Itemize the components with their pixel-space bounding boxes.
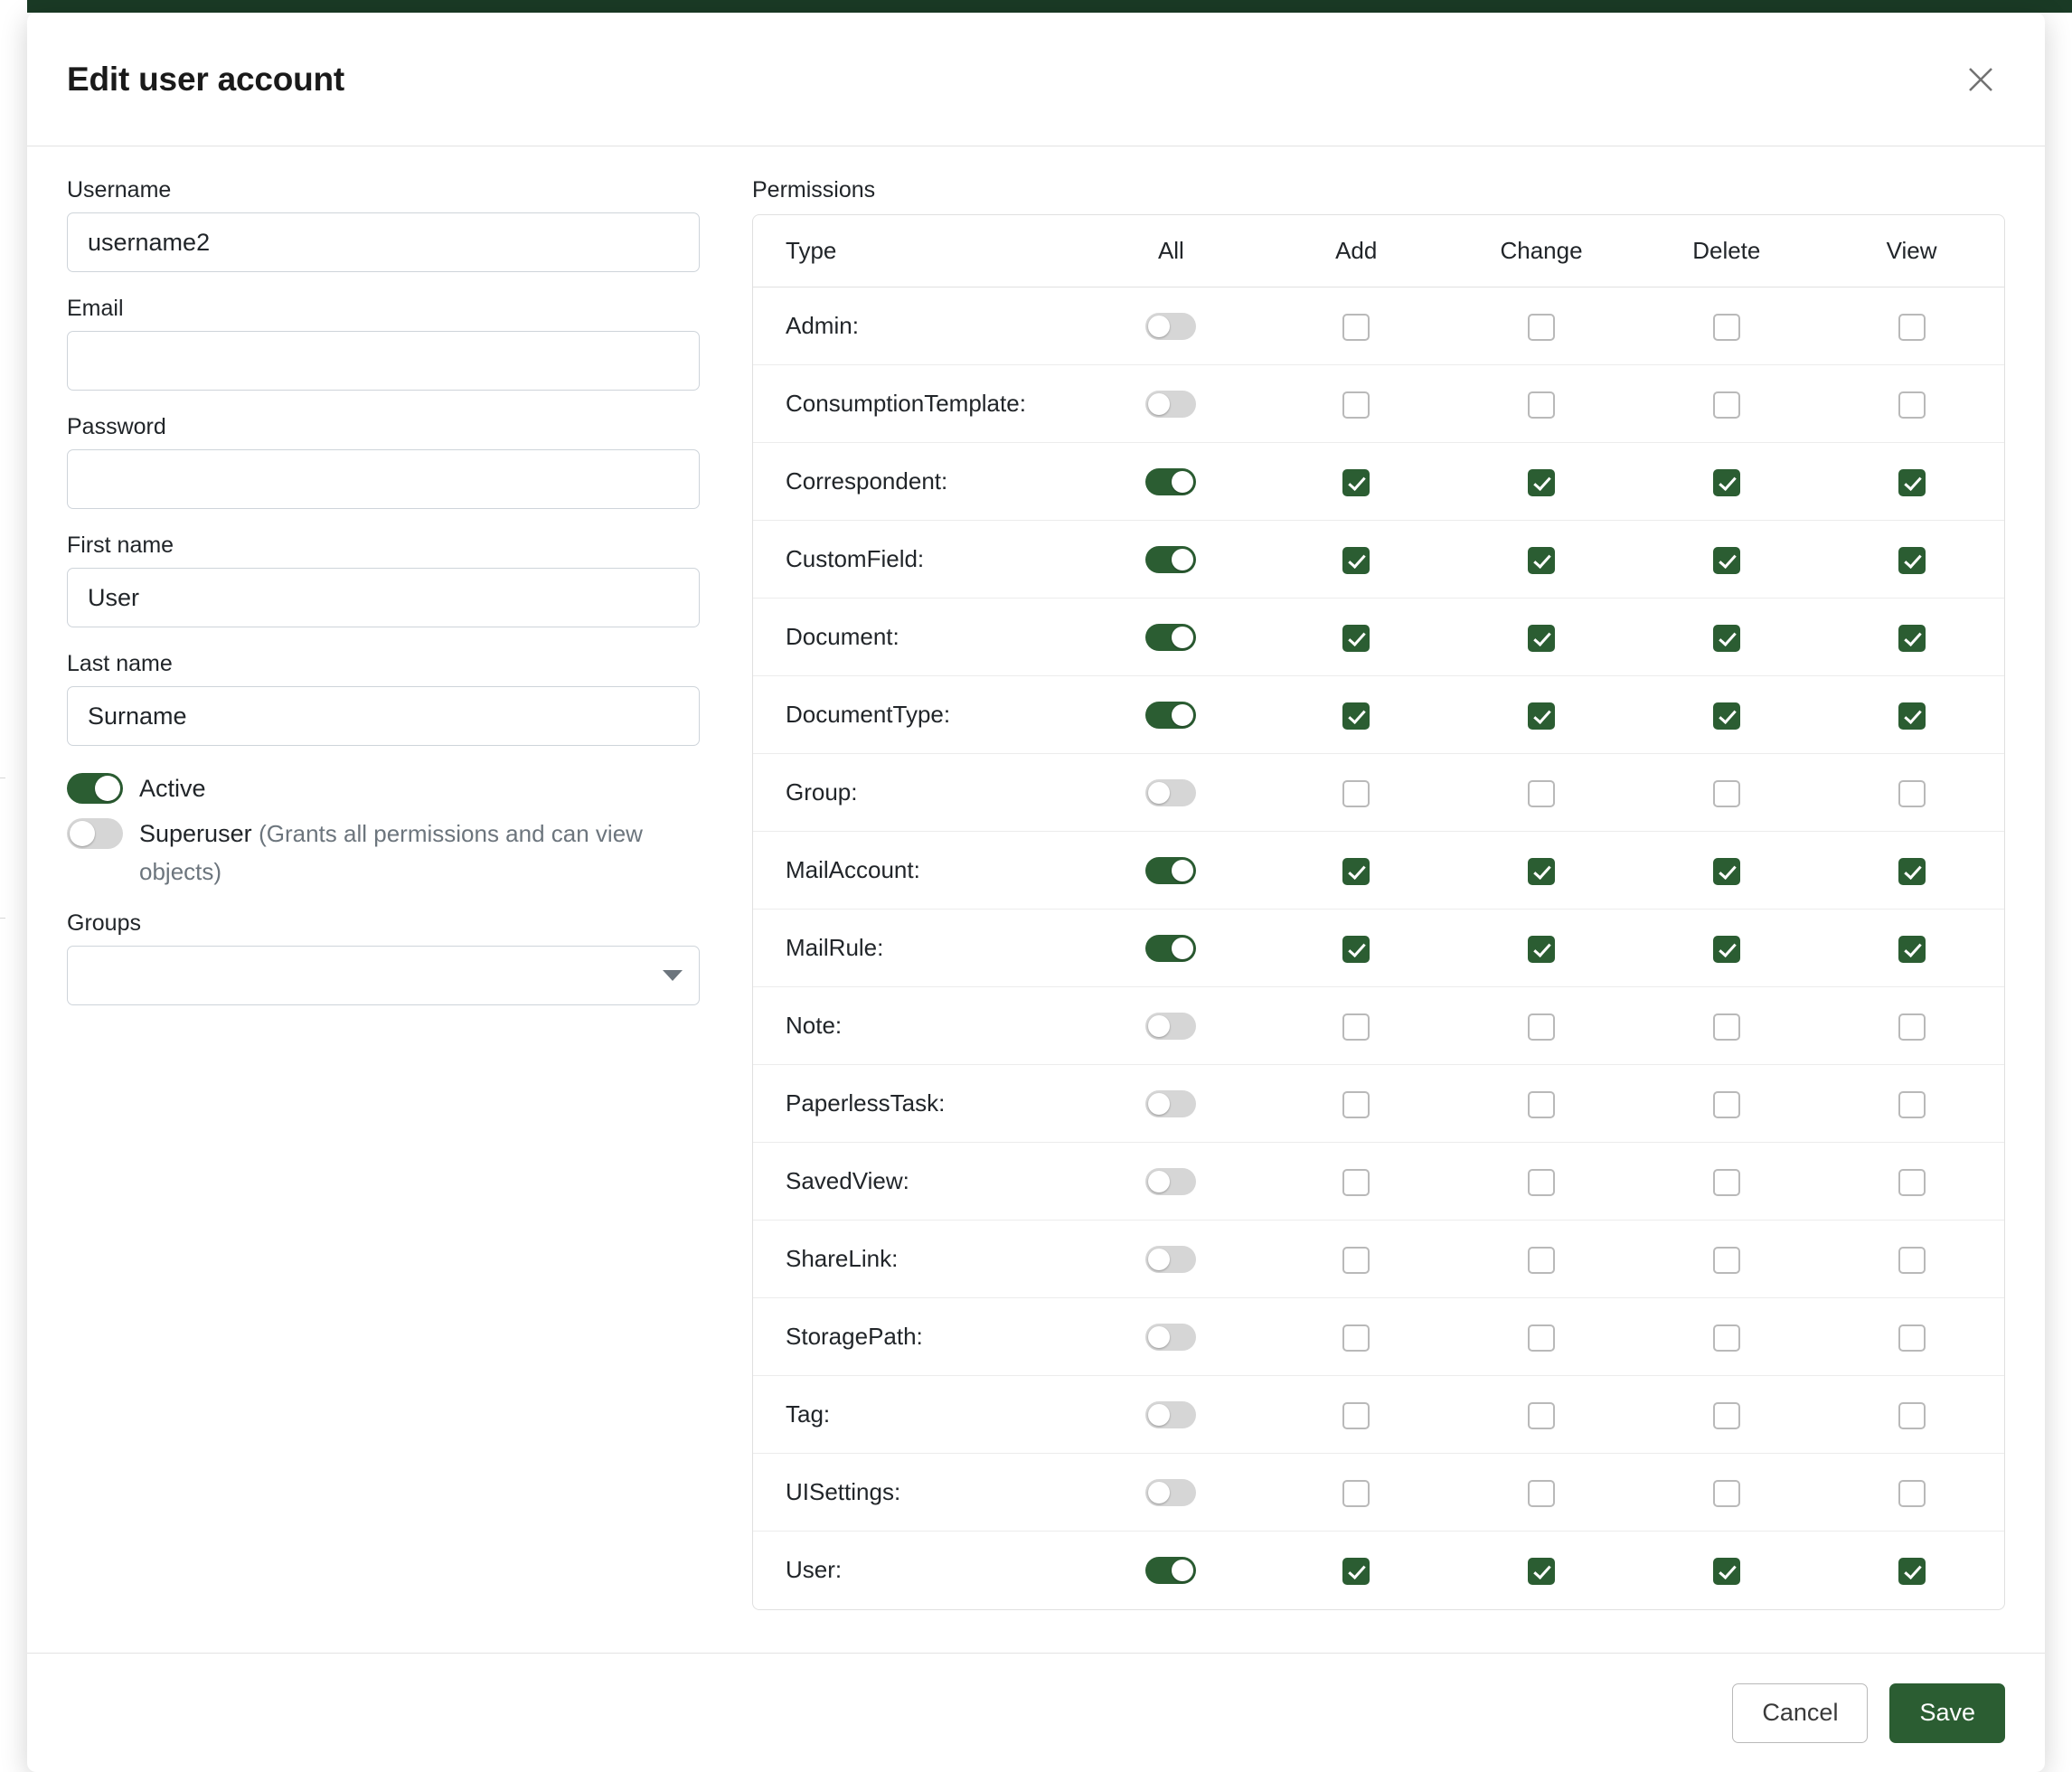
permission-delete-checkbox-cell <box>1634 599 1819 676</box>
permission-add-checkbox[interactable] <box>1342 314 1370 341</box>
dialog-body <box>27 146 2045 1653</box>
groups-label: Groups <box>67 910 141 936</box>
permission-delete-checkbox[interactable] <box>1713 547 1740 574</box>
permission-type-label: User: <box>786 1556 843 1584</box>
permission-all-toggle[interactable] <box>1145 1401 1196 1428</box>
permission-change-checkbox-cell <box>1449 910 1634 987</box>
password-input[interactable] <box>67 449 700 509</box>
dialog-header <box>27 13 2045 146</box>
page-title: Edit user account <box>67 60 345 98</box>
username-input[interactable] <box>67 212 700 272</box>
permission-view-checkbox[interactable] <box>1898 936 1926 963</box>
permission-change-checkbox[interactable] <box>1528 1091 1555 1118</box>
permission-all-cell <box>1078 521 1264 599</box>
permission-all-toggle[interactable] <box>1145 1013 1196 1040</box>
permissions-header-row <box>753 215 2004 287</box>
permission-view-checkbox[interactable] <box>1898 1013 1926 1041</box>
permission-all-cell <box>1078 599 1264 676</box>
permission-view-checkbox[interactable] <box>1898 1247 1926 1274</box>
username-label: Username <box>67 177 172 203</box>
email-label: Email <box>67 296 124 321</box>
permission-add-checkbox[interactable] <box>1342 702 1370 730</box>
permission-add-checkbox[interactable] <box>1342 1324 1370 1352</box>
permission-delete-checkbox[interactable] <box>1713 391 1740 419</box>
superuser-toggle[interactable] <box>67 818 123 849</box>
column-header-change: Change <box>1449 215 1634 287</box>
permission-change-checkbox[interactable] <box>1528 314 1555 341</box>
superuser-label-wrap <box>139 815 682 891</box>
table-row <box>753 1143 2004 1221</box>
permission-all-cell <box>1078 1376 1264 1454</box>
permission-all-cell <box>1078 1143 1264 1221</box>
permission-delete-checkbox-cell <box>1634 287 1819 365</box>
last-name-label: Last name <box>67 651 173 676</box>
permission-add-checkbox-cell <box>1264 1454 1449 1532</box>
permission-view-checkbox-cell <box>1819 910 2004 987</box>
permission-all-toggle[interactable] <box>1145 624 1196 651</box>
permission-type-label: MailRule: <box>753 910 1078 987</box>
permission-view-checkbox[interactable] <box>1898 780 1926 807</box>
permission-view-checkbox-cell <box>1819 832 2004 910</box>
permission-all-cell <box>1078 1298 1264 1376</box>
permission-delete-checkbox-cell <box>1634 1143 1819 1221</box>
table-row <box>753 1298 2004 1376</box>
permission-all-toggle[interactable] <box>1145 1479 1196 1506</box>
permission-add-checkbox[interactable] <box>1342 858 1370 885</box>
permission-view-checkbox[interactable] <box>1898 314 1926 341</box>
permission-view-checkbox[interactable] <box>1898 469 1926 496</box>
permission-delete-checkbox-cell <box>1634 987 1819 1065</box>
user-details-form <box>67 177 709 1653</box>
permission-add-checkbox[interactable] <box>1342 1402 1370 1429</box>
table-row <box>753 987 2004 1065</box>
permission-add-checkbox-cell <box>1264 1532 1449 1609</box>
permission-delete-checkbox-cell <box>1634 1532 1819 1609</box>
permission-all-toggle[interactable] <box>1145 857 1196 884</box>
permission-view-checkbox-cell <box>1819 443 2004 521</box>
permission-type-label: ConsumptionTemplate: <box>753 365 1078 443</box>
active-label: Active <box>139 775 206 802</box>
permission-view-checkbox-cell <box>1819 1298 2004 1376</box>
permission-change-checkbox[interactable] <box>1528 625 1555 652</box>
permission-change-checkbox-cell <box>1449 287 1634 365</box>
page-left-edge <box>0 0 27 1772</box>
permission-add-checkbox-cell <box>1264 1298 1449 1376</box>
permission-add-checkbox-cell <box>1264 676 1449 754</box>
permission-change-checkbox-cell <box>1449 1454 1634 1532</box>
permission-delete-checkbox[interactable] <box>1713 780 1740 807</box>
table-row <box>753 521 2004 599</box>
permission-change-checkbox-cell <box>1449 599 1634 676</box>
permission-delete-checkbox[interactable] <box>1713 702 1740 730</box>
permission-change-checkbox-cell <box>1449 443 1634 521</box>
permission-change-checkbox-cell <box>1449 521 1634 599</box>
permission-delete-checkbox[interactable] <box>1713 1558 1740 1585</box>
superuser-hint: (Grants all permissions and can view objects) <box>139 820 643 885</box>
permission-change-checkbox[interactable] <box>1528 858 1555 885</box>
table-row <box>753 1065 2004 1143</box>
column-header-type: Type <box>753 215 1078 287</box>
table-row <box>753 1376 2004 1454</box>
permission-add-checkbox[interactable] <box>1342 1091 1370 1118</box>
column-header-delete: Delete <box>1634 215 1819 287</box>
permission-view-checkbox[interactable] <box>1898 858 1926 885</box>
superuser-label: Superuser <box>139 820 252 847</box>
table-row <box>753 1454 2004 1532</box>
save-button[interactable]: Save <box>1889 1683 2005 1743</box>
groups-field-group <box>67 910 709 1005</box>
permission-delete-checkbox[interactable] <box>1713 625 1740 652</box>
first-name-field-group <box>67 533 709 627</box>
permission-all-toggle[interactable] <box>1145 779 1196 806</box>
permission-delete-checkbox-cell <box>1634 365 1819 443</box>
permission-add-checkbox-cell <box>1264 599 1449 676</box>
permission-all-cell <box>1078 1221 1264 1298</box>
active-toggle-row <box>67 769 709 807</box>
permission-all-cell <box>1078 1532 1264 1609</box>
permission-delete-checkbox[interactable] <box>1713 1480 1740 1507</box>
permission-view-checkbox-cell <box>1819 521 2004 599</box>
permission-add-checkbox[interactable] <box>1342 1247 1370 1274</box>
permission-delete-checkbox-cell <box>1634 1065 1819 1143</box>
permission-view-checkbox-cell <box>1819 1221 2004 1298</box>
permission-add-checkbox[interactable] <box>1342 547 1370 574</box>
permission-all-toggle[interactable] <box>1145 935 1196 962</box>
permission-all-toggle[interactable] <box>1145 1324 1196 1351</box>
permission-all-cell <box>1078 987 1264 1065</box>
permission-add-checkbox[interactable] <box>1342 469 1370 496</box>
permission-change-checkbox[interactable] <box>1528 1324 1555 1352</box>
permissions-panel <box>752 177 2005 1653</box>
groups-select[interactable] <box>67 946 700 1005</box>
permission-view-checkbox-cell <box>1819 676 2004 754</box>
permission-delete-checkbox-cell <box>1634 832 1819 910</box>
permission-view-checkbox-cell <box>1819 599 2004 676</box>
permission-delete-checkbox-cell <box>1634 676 1819 754</box>
permission-change-checkbox[interactable] <box>1528 391 1555 419</box>
permission-view-checkbox[interactable] <box>1898 391 1926 419</box>
permission-change-checkbox[interactable] <box>1528 702 1555 730</box>
permission-view-checkbox-cell <box>1819 1454 2004 1532</box>
permission-change-checkbox-cell <box>1449 1221 1634 1298</box>
permission-add-checkbox-cell <box>1264 521 1449 599</box>
permission-add-checkbox[interactable] <box>1342 936 1370 963</box>
table-row <box>753 365 2004 443</box>
permission-change-checkbox-cell <box>1449 987 1634 1065</box>
permission-view-checkbox-cell <box>1819 287 2004 365</box>
permission-view-checkbox-cell <box>1819 1065 2004 1143</box>
permission-delete-checkbox[interactable] <box>1713 1091 1740 1118</box>
permission-type-label: UISettings: <box>753 1454 1078 1532</box>
permission-all-toggle[interactable] <box>1145 313 1196 340</box>
permission-add-checkbox-cell <box>1264 1221 1449 1298</box>
permission-delete-checkbox[interactable] <box>1713 1169 1740 1196</box>
cancel-button[interactable]: Cancel <box>1732 1683 1868 1743</box>
table-row <box>753 1532 2004 1609</box>
permission-view-checkbox-cell <box>1819 1532 2004 1609</box>
dialog-footer <box>27 1653 2045 1772</box>
permission-type-label: Admin: <box>753 287 1078 365</box>
table-row <box>753 910 2004 987</box>
permission-change-checkbox[interactable] <box>1528 1480 1555 1507</box>
column-header-add: Add <box>1264 215 1449 287</box>
permission-delete-checkbox-cell <box>1634 1221 1819 1298</box>
table-row <box>753 676 2004 754</box>
last-name-input[interactable] <box>67 686 700 746</box>
permission-change-checkbox[interactable] <box>1528 469 1555 496</box>
permission-add-checkbox-cell <box>1264 365 1449 443</box>
app-top-strip <box>0 0 2072 13</box>
permission-change-checkbox-cell <box>1449 1532 1634 1609</box>
permission-add-checkbox[interactable] <box>1342 391 1370 419</box>
permission-all-toggle[interactable] <box>1145 1168 1196 1195</box>
permission-add-checkbox-cell <box>1264 443 1449 521</box>
permission-change-checkbox-cell <box>1449 365 1634 443</box>
permission-delete-checkbox-cell <box>1634 1376 1819 1454</box>
permission-all-toggle[interactable] <box>1145 468 1196 495</box>
permission-all-cell <box>1078 832 1264 910</box>
first-name-label: First name <box>67 533 174 558</box>
permission-add-checkbox[interactable] <box>1342 625 1370 652</box>
permission-all-toggle[interactable] <box>1145 1246 1196 1273</box>
username-field-group <box>67 177 709 272</box>
permission-change-checkbox-cell <box>1449 832 1634 910</box>
permission-change-checkbox[interactable] <box>1528 547 1555 574</box>
permission-delete-checkbox[interactable] <box>1713 1013 1740 1041</box>
permission-view-checkbox-cell <box>1819 1376 2004 1454</box>
edit-user-account-dialog <box>27 13 2045 1772</box>
permission-view-checkbox[interactable] <box>1898 625 1926 652</box>
permission-change-checkbox-cell <box>1449 1298 1634 1376</box>
permission-add-checkbox[interactable] <box>1342 1169 1370 1196</box>
permission-add-checkbox[interactable] <box>1342 1558 1370 1585</box>
column-header-all: All <box>1078 215 1264 287</box>
permission-view-checkbox-cell <box>1819 1143 2004 1221</box>
permission-delete-checkbox-cell <box>1634 910 1819 987</box>
permission-type-label: Group: <box>753 754 1078 832</box>
permission-change-checkbox[interactable] <box>1528 1558 1555 1585</box>
first-name-input[interactable] <box>67 568 700 627</box>
password-label: Password <box>67 414 166 439</box>
permission-delete-checkbox[interactable] <box>1713 469 1740 496</box>
password-field-group <box>67 414 709 509</box>
permission-add-checkbox-cell <box>1264 754 1449 832</box>
permission-all-toggle[interactable] <box>1145 1090 1196 1117</box>
permission-change-checkbox[interactable] <box>1528 936 1555 963</box>
permission-type-label: SavedView: <box>753 1143 1078 1221</box>
permissions-title: Permissions <box>752 177 876 203</box>
permission-all-cell <box>1078 1454 1264 1532</box>
permission-type-label: StoragePath: <box>753 1298 1078 1376</box>
last-name-field-group <box>67 651 709 746</box>
permission-all-cell <box>1078 676 1264 754</box>
permission-delete-checkbox[interactable] <box>1713 1324 1740 1352</box>
email-input[interactable] <box>67 331 700 391</box>
permission-all-toggle[interactable] <box>1145 391 1196 418</box>
permission-type-label: DocumentType: <box>753 676 1078 754</box>
permission-type-label: MailAccount: <box>753 832 1078 910</box>
permission-all-cell <box>1078 365 1264 443</box>
permission-add-checkbox-cell <box>1264 287 1449 365</box>
permission-delete-checkbox-cell <box>1634 754 1819 832</box>
permission-view-checkbox[interactable] <box>1898 1402 1926 1429</box>
table-row <box>753 599 2004 676</box>
table-row <box>753 754 2004 832</box>
permission-view-checkbox[interactable] <box>1898 1091 1926 1118</box>
permission-change-checkbox[interactable] <box>1528 1402 1555 1429</box>
permission-delete-checkbox[interactable] <box>1713 1247 1740 1274</box>
table-row <box>753 832 2004 910</box>
permission-delete-checkbox[interactable] <box>1713 1402 1740 1429</box>
permission-change-checkbox-cell <box>1449 754 1634 832</box>
permission-view-checkbox[interactable] <box>1898 1324 1926 1352</box>
permission-change-checkbox-cell <box>1449 676 1634 754</box>
email-field-group <box>67 296 709 391</box>
permission-change-checkbox-cell <box>1449 1376 1634 1454</box>
permission-all-cell <box>1078 287 1264 365</box>
permission-add-checkbox[interactable] <box>1342 1013 1370 1041</box>
permission-all-toggle[interactable] <box>1145 702 1196 729</box>
permission-type-label: Correspondent: <box>753 443 1078 521</box>
superuser-toggle-row <box>67 815 709 891</box>
permission-change-checkbox-cell <box>1449 1143 1634 1221</box>
permission-type-label: Tag: <box>753 1376 1078 1454</box>
table-row <box>753 443 2004 521</box>
permission-type-label: Note: <box>753 987 1078 1065</box>
table-row <box>753 287 2004 365</box>
permission-add-checkbox-cell <box>1264 987 1449 1065</box>
permission-all-cell <box>1078 754 1264 832</box>
permission-add-checkbox-cell <box>1264 1065 1449 1143</box>
permission-type-label: CustomField: <box>753 521 1078 599</box>
chevron-down-icon <box>663 970 683 981</box>
permissions-table <box>752 214 2005 1610</box>
permission-type-label: ShareLink: <box>753 1221 1078 1298</box>
permission-change-checkbox[interactable] <box>1528 1169 1555 1196</box>
permission-view-checkbox[interactable] <box>1898 1169 1926 1196</box>
permission-view-checkbox[interactable] <box>1898 547 1926 574</box>
permission-delete-checkbox-cell <box>1634 521 1819 599</box>
permission-all-cell <box>1078 443 1264 521</box>
permission-add-checkbox[interactable] <box>1342 780 1370 807</box>
permission-delete-checkbox[interactable] <box>1713 314 1740 341</box>
permission-view-checkbox-cell <box>1819 987 2004 1065</box>
permission-type-label: PaperlessTask: <box>753 1065 1078 1143</box>
permission-add-checkbox-cell <box>1264 832 1449 910</box>
permission-view-checkbox-cell <box>1819 754 2004 832</box>
active-toggle[interactable] <box>67 773 123 804</box>
permission-all-toggle[interactable] <box>1145 1557 1196 1584</box>
permission-view-checkbox[interactable] <box>1898 1558 1926 1585</box>
permission-delete-checkbox-cell <box>1634 1298 1819 1376</box>
permission-add-checkbox-cell <box>1264 1143 1449 1221</box>
permission-change-checkbox[interactable] <box>1528 780 1555 807</box>
permission-add-checkbox-cell <box>1264 1376 1449 1454</box>
permission-view-checkbox[interactable] <box>1898 1480 1926 1507</box>
permission-all-cell <box>1078 1065 1264 1143</box>
permission-change-checkbox-cell <box>1449 1065 1634 1143</box>
permission-all-cell <box>1078 910 1264 987</box>
table-row <box>753 1221 2004 1298</box>
permission-view-checkbox[interactable] <box>1898 702 1926 730</box>
permission-add-checkbox[interactable] <box>1342 1480 1370 1507</box>
permission-delete-checkbox[interactable] <box>1713 936 1740 963</box>
permission-all-toggle[interactable] <box>1145 546 1196 573</box>
permission-delete-checkbox-cell <box>1634 1454 1819 1532</box>
permission-type-label: Document: <box>753 599 1078 676</box>
close-icon[interactable] <box>1956 55 2005 104</box>
permission-delete-checkbox[interactable] <box>1713 858 1740 885</box>
permission-view-checkbox-cell <box>1819 365 2004 443</box>
permission-add-checkbox-cell <box>1264 910 1449 987</box>
column-header-view: View <box>1819 215 2004 287</box>
permission-change-checkbox[interactable] <box>1528 1247 1555 1274</box>
permission-change-checkbox[interactable] <box>1528 1013 1555 1041</box>
permission-delete-checkbox-cell <box>1634 443 1819 521</box>
